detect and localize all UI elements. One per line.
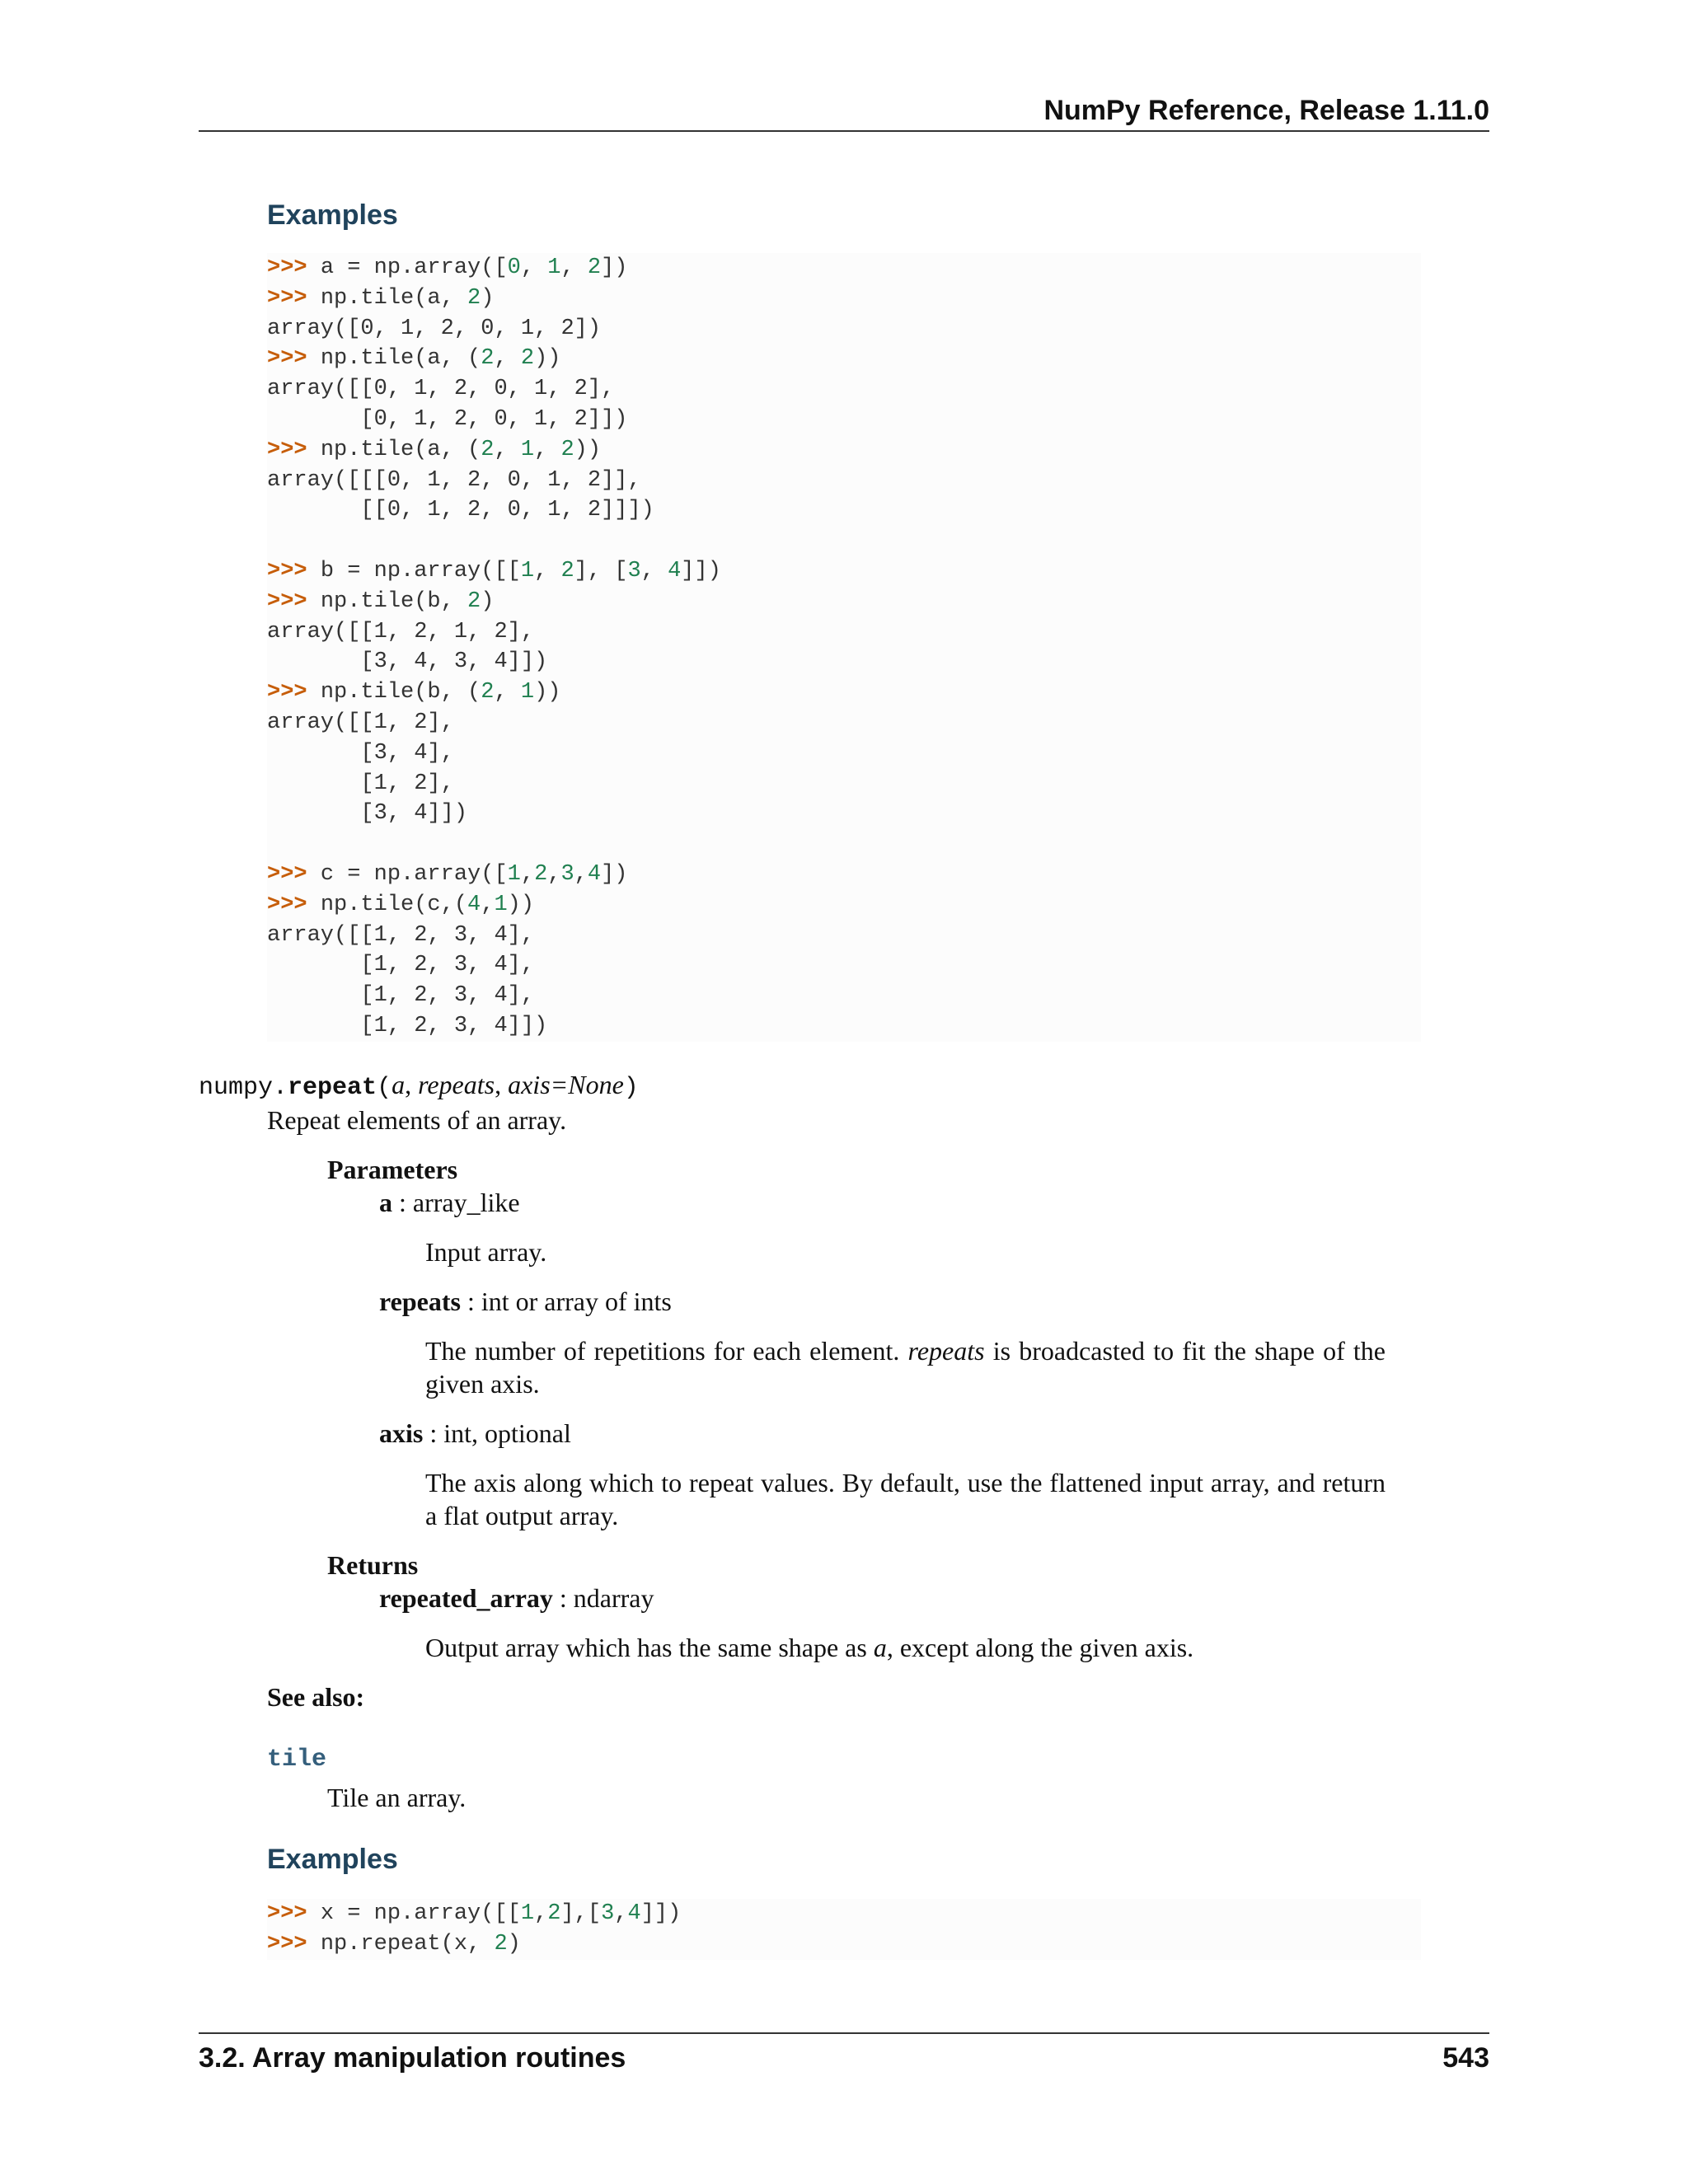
code-line	[267, 344, 1421, 374]
code-text: ,	[494, 680, 521, 705]
code-text: array([[0, 1, 2, 0, 1, 2],	[267, 377, 615, 402]
code-text: [[0, 1, 2, 0, 1, 2]]])	[267, 498, 654, 523]
code-number: 2	[494, 1931, 508, 1957]
code-line	[267, 708, 1421, 738]
code-prompt: >>>	[267, 680, 321, 705]
param-a	[379, 1186, 520, 1219]
signature-sep-2: ,	[495, 1070, 509, 1099]
code-number: 3	[601, 1901, 615, 1926]
code-text: ,	[560, 255, 588, 280]
code-text: b = np.array([[	[320, 558, 521, 583]
param-repeats-description	[425, 1334, 1386, 1400]
running-header	[199, 92, 1489, 132]
header-title: NumPy Reference, Release 1.11.0	[1043, 95, 1489, 126]
code-text: [1, 2, 3, 4],	[267, 953, 535, 978]
code-text: ,	[614, 1901, 628, 1926]
code-line	[267, 1011, 1421, 1042]
code-text: c = np.array([	[320, 861, 508, 887]
code-text: ]])	[640, 1901, 682, 1926]
code-line	[267, 1899, 1421, 1929]
code-text: ,	[640, 558, 668, 583]
code-text: array([[1, 2, 1, 2],	[267, 619, 535, 644]
signature-close-paren: )	[623, 1074, 639, 1102]
code-block-repeat-examples	[267, 1899, 1421, 1960]
code-text: np.repeat(x,	[320, 1931, 495, 1957]
code-text: )	[481, 285, 495, 311]
examples-heading: Examples	[267, 199, 398, 231]
see-also-link-tile[interactable]: tile	[267, 1746, 327, 1774]
code-text: ,	[534, 1901, 548, 1926]
page-footer	[199, 2032, 1489, 2074]
code-line	[267, 253, 1421, 284]
code-text: ,	[520, 255, 548, 280]
code-text: array([[1, 2],	[267, 710, 454, 735]
code-text: ], [	[574, 558, 628, 583]
return-type: : ndarray	[552, 1583, 654, 1613]
code-text: ,	[494, 437, 521, 462]
code-text: x = np.array([[	[320, 1901, 521, 1926]
code-text: ))	[534, 346, 561, 372]
code-number: 2	[520, 346, 535, 372]
code-line	[267, 587, 1421, 617]
code-text: array([[1, 2, 3, 4],	[267, 922, 535, 948]
code-prompt: >>>	[267, 861, 321, 887]
code-line	[267, 769, 1421, 799]
code-number: 0	[507, 255, 521, 280]
code-number: 2	[587, 255, 602, 280]
code-text: np.tile(a,	[320, 285, 468, 311]
parameters-heading: Parameters	[327, 1155, 458, 1184]
signature-arg-a: a	[392, 1070, 406, 1099]
code-line	[267, 556, 1421, 587]
code-prompt: >>>	[267, 558, 321, 583]
code-number: 1	[520, 680, 535, 705]
code-number: 2	[467, 285, 481, 311]
code-prompt: >>>	[267, 588, 321, 614]
return-desc-post: , except along the given axis.	[886, 1633, 1194, 1662]
code-number: 1	[547, 255, 561, 280]
code-text: )	[507, 1931, 521, 1957]
code-text: np.tile(a, (	[320, 346, 481, 372]
code-number: 2	[560, 437, 574, 462]
code-line	[267, 374, 1421, 405]
code-text: np.tile(a, (	[320, 437, 481, 462]
code-prompt: >>>	[267, 346, 321, 372]
code-line	[267, 738, 1421, 769]
code-prompt: >>>	[267, 285, 321, 311]
code-text: a = np.array([	[320, 255, 508, 280]
code-line	[267, 314, 1421, 344]
code-text: np.tile(c,(	[320, 892, 468, 917]
code-number: 2	[481, 437, 495, 462]
code-number: 1	[507, 861, 521, 887]
code-text: [1, 2, 3, 4]])	[267, 1013, 548, 1038]
code-number: 1	[520, 437, 535, 462]
code-line	[267, 617, 1421, 648]
code-number: 4	[467, 892, 481, 917]
code-number: 2	[560, 558, 574, 583]
code-text: ,	[574, 861, 588, 887]
code-line	[267, 1929, 1421, 1960]
code-prompt: >>>	[267, 1931, 321, 1957]
code-line	[267, 466, 1421, 496]
code-text: np.tile(b,	[320, 588, 468, 614]
param-axis-type: : int, optional	[423, 1418, 571, 1448]
page-number: 543	[1442, 2042, 1489, 2074]
code-text: ,	[494, 346, 521, 372]
param-a-type: : array_like	[392, 1188, 520, 1217]
param-repeats-type: : int or array of ints	[460, 1286, 672, 1316]
code-line	[267, 921, 1421, 951]
code-prompt: >>>	[267, 1901, 321, 1926]
code-text: [3, 4, 3, 4]])	[267, 649, 548, 675]
code-text: [1, 2, 3, 4],	[267, 983, 535, 1009]
code-line	[267, 860, 1421, 890]
code-line	[267, 647, 1421, 677]
param-axis	[379, 1417, 571, 1450]
param-repeats-desc-em: repeats	[907, 1336, 985, 1366]
code-line	[267, 405, 1421, 435]
code-number: 2	[467, 588, 481, 614]
code-text: ]])	[681, 558, 721, 583]
return-desc-em: a	[873, 1633, 887, 1662]
code-text: ])	[601, 255, 628, 280]
code-text: )	[481, 588, 495, 614]
signature-module: numpy.	[199, 1074, 288, 1102]
code-block-tile-examples	[267, 253, 1421, 1042]
signature-arg-axis: axis=None	[508, 1070, 624, 1099]
code-text: ,	[547, 861, 561, 887]
function-signature	[199, 1070, 639, 1102]
code-number: 4	[668, 558, 682, 583]
code-line	[267, 435, 1421, 466]
code-number: 2	[481, 346, 495, 372]
code-text: ],[	[560, 1901, 602, 1926]
param-a-name: a	[379, 1188, 392, 1217]
code-text: np.tile(b, (	[320, 680, 481, 705]
return-value	[379, 1582, 654, 1615]
signature-sep-1: ,	[405, 1070, 419, 1099]
code-line	[267, 981, 1421, 1011]
param-axis-description: The axis along which to repeat values. By default, use the flattened input array, and return a flat output array.	[425, 1468, 1386, 1530]
code-number: 4	[627, 1901, 641, 1926]
code-number: 1	[520, 558, 535, 583]
code-text: ))	[534, 680, 561, 705]
param-a-description: Input array.	[425, 1237, 547, 1267]
code-line	[267, 495, 1421, 526]
code-line	[267, 284, 1421, 314]
code-number: 2	[534, 861, 548, 887]
code-number: 4	[587, 861, 602, 887]
param-axis-name: axis	[379, 1418, 424, 1448]
code-line	[267, 829, 1421, 860]
code-text: [1, 2],	[267, 771, 454, 796]
code-line	[267, 799, 1421, 829]
return-name: repeated_array	[379, 1583, 553, 1613]
code-number: 3	[627, 558, 641, 583]
code-number: 2	[481, 680, 495, 705]
code-text: array([0, 1, 2, 0, 1, 2])	[267, 316, 602, 341]
code-text: [3, 4],	[267, 740, 454, 766]
returns-heading: Returns	[327, 1550, 419, 1580]
see-also-description: Tile an array.	[327, 1783, 467, 1812]
code-prompt: >>>	[267, 255, 321, 280]
see-also-heading: See also:	[267, 1682, 365, 1712]
code-text: ,	[534, 558, 561, 583]
param-repeats-name: repeats	[379, 1286, 461, 1316]
code-text: ,	[534, 437, 561, 462]
return-desc-pre: Output array which has the same shape as	[425, 1633, 874, 1662]
code-number: 1	[494, 892, 508, 917]
param-repeats-desc-pre: The number of repetitions for each element.	[425, 1336, 908, 1366]
code-text: array([[[0, 1, 2, 0, 1, 2]],	[267, 467, 641, 493]
code-number: 3	[560, 861, 574, 887]
code-line	[267, 890, 1421, 921]
signature-arg-repeats: repeats	[418, 1070, 495, 1099]
signature-open-paren: (	[377, 1074, 392, 1102]
code-text: ,	[520, 861, 535, 887]
param-repeats	[379, 1285, 672, 1318]
code-prompt: >>>	[267, 437, 321, 462]
code-text: ])	[601, 861, 628, 887]
code-line	[267, 526, 1421, 556]
return-description	[425, 1631, 1193, 1664]
code-line	[267, 677, 1421, 708]
code-number: 2	[547, 1901, 561, 1926]
code-prompt: >>>	[267, 892, 321, 917]
code-line	[267, 950, 1421, 981]
code-text: [0, 1, 2, 0, 1, 2]])	[267, 406, 628, 432]
function-summary: Repeat elements of an array.	[267, 1105, 567, 1135]
code-text: [3, 4]])	[267, 801, 468, 827]
param-repeats-desc-post: is broadcasted to fit the shape of the given axis.	[425, 1336, 1386, 1399]
footer-section-title: 3.2. Array manipulation routines	[199, 2042, 626, 2074]
code-text: ,	[481, 892, 495, 917]
signature-function-name: repeat	[288, 1074, 377, 1102]
code-text: ))	[507, 892, 535, 917]
code-text: ))	[574, 437, 602, 462]
examples-heading-repeat: Examples	[267, 1844, 398, 1875]
code-number: 1	[520, 1901, 535, 1926]
